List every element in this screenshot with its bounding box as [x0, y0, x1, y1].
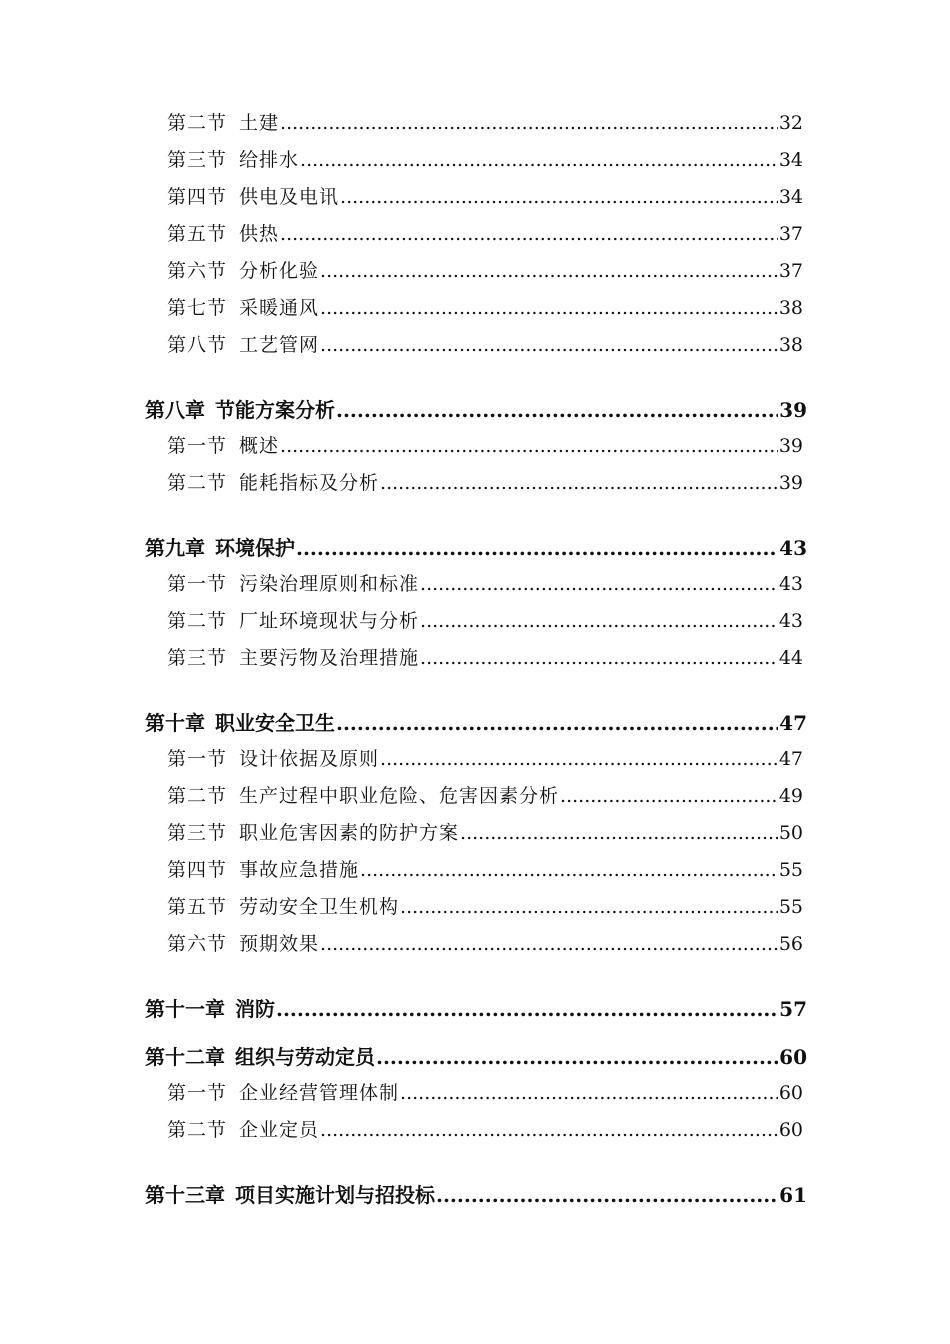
section-title: 污染治理原则和标准: [239, 573, 420, 595]
chapter-number: 第十三章: [145, 1183, 225, 1207]
dot-leader: [360, 852, 778, 889]
toc-section-entry[interactable]: [145, 741, 807, 778]
toc-chapter-entry[interactable]: [145, 530, 807, 566]
dot-leader: [420, 603, 778, 640]
dot-leader: [400, 889, 778, 926]
page-number: 61: [779, 1183, 807, 1207]
section-title: 预期效果: [239, 933, 320, 955]
page-number: 57: [779, 997, 807, 1021]
section-number: 第二节: [167, 785, 228, 807]
chapter-title: 环境保护: [215, 536, 295, 560]
dot-leader: [340, 179, 778, 216]
section-number: 第二节: [167, 472, 228, 494]
dot-leader: [320, 926, 778, 963]
table-of-contents: [145, 105, 807, 1213]
dot-leader: [420, 566, 778, 603]
dot-leader: [376, 1039, 778, 1075]
page-number: 34: [778, 149, 803, 171]
toc-section-entry[interactable]: [145, 428, 807, 465]
section-title: 能耗指标及分析: [239, 472, 380, 494]
section-title: 采暖通风: [239, 297, 320, 319]
page-number: 60: [778, 1119, 803, 1141]
page-number: 37: [778, 260, 803, 282]
dot-leader: [380, 741, 778, 778]
dot-leader: [280, 105, 778, 142]
page-number: 39: [778, 472, 803, 494]
page-number: 50: [778, 822, 803, 844]
section-title: 企业定员: [239, 1119, 320, 1141]
section-number: 第四节: [167, 859, 228, 881]
section-title: 工艺管网: [239, 334, 320, 356]
section-title: 给排水: [239, 149, 300, 171]
dot-leader: [400, 1075, 778, 1112]
section-title: 供电及电讯: [239, 186, 340, 208]
page-number: 56: [778, 933, 803, 955]
section-number: 第七节: [167, 297, 228, 319]
toc-chapter-entry[interactable]: [145, 1177, 807, 1213]
page-number: 38: [778, 297, 803, 319]
section-number: 第一节: [167, 573, 228, 595]
section-title: 劳动安全卫生机构: [239, 896, 400, 918]
dot-leader: [560, 778, 778, 815]
toc-section-entry[interactable]: [145, 926, 807, 963]
chapter-number: 第十章: [145, 711, 205, 735]
section-title: 概述: [239, 435, 280, 457]
toc-section-entry[interactable]: [145, 105, 807, 142]
page-number: 49: [778, 785, 803, 807]
chapter-title: 职业安全卫生: [215, 711, 335, 735]
toc-section-entry[interactable]: [145, 603, 807, 640]
section-title: 生产过程中职业危险、危害因素分析: [239, 785, 560, 807]
chapter-title: 消防: [235, 997, 275, 1021]
toc-section-entry[interactable]: [145, 640, 807, 677]
dot-leader: [320, 327, 778, 364]
toc-section-entry[interactable]: [145, 216, 807, 253]
toc-section-entry[interactable]: [145, 1112, 807, 1149]
page-number: 43: [778, 573, 803, 595]
toc-section-entry[interactable]: [145, 179, 807, 216]
dot-leader: [276, 991, 778, 1027]
chapter-number: 第十二章: [145, 1045, 225, 1069]
dot-leader: [336, 392, 778, 428]
dot-leader: [436, 1177, 778, 1213]
toc-section-entry[interactable]: [145, 142, 807, 179]
section-number: 第六节: [167, 933, 228, 955]
section-number: 第二节: [167, 1119, 228, 1141]
dot-leader: [296, 530, 778, 566]
toc-section-entry[interactable]: [145, 889, 807, 926]
dot-leader: [280, 428, 778, 465]
chapter-title: 节能方案分析: [215, 398, 335, 422]
dot-leader: [280, 216, 778, 253]
page-number: 39: [778, 435, 803, 457]
section-number: 第一节: [167, 748, 228, 770]
page-number: 39: [779, 398, 807, 422]
dot-leader: [300, 142, 778, 179]
toc-section-entry[interactable]: [145, 1075, 807, 1112]
section-title: 主要污物及治理措施: [239, 647, 420, 669]
toc-section-entry[interactable]: [145, 327, 807, 364]
toc-chapter-entry[interactable]: [145, 392, 807, 428]
section-title: 事故应急措施: [239, 859, 360, 881]
chapter-title: 项目实施计划与招投标: [235, 1183, 435, 1207]
section-number: 第四节: [167, 186, 228, 208]
dot-leader: [420, 640, 778, 677]
toc-chapter-entry[interactable]: [145, 1039, 807, 1075]
dot-leader: [380, 465, 778, 502]
page-number: 43: [779, 536, 807, 560]
toc-section-entry[interactable]: [145, 778, 807, 815]
page-number: 38: [778, 334, 803, 356]
toc-section-entry[interactable]: [145, 290, 807, 327]
toc-section-entry[interactable]: [145, 815, 807, 852]
toc-section-entry[interactable]: [145, 566, 807, 603]
toc-section-entry[interactable]: [145, 465, 807, 502]
chapter-number: 第十一章: [145, 997, 225, 1021]
toc-chapter-entry[interactable]: [145, 705, 807, 741]
page-number: 47: [778, 748, 803, 770]
dot-leader: [320, 290, 778, 327]
section-number: 第六节: [167, 260, 228, 282]
section-title: 设计依据及原则: [239, 748, 380, 770]
dot-leader: [320, 1112, 778, 1149]
chapter-number: 第八章: [145, 398, 205, 422]
toc-section-entry[interactable]: [145, 852, 807, 889]
page-number: 37: [778, 223, 803, 245]
page-number: 43: [778, 610, 803, 632]
page-number: 32: [778, 112, 803, 134]
page-number: 44: [778, 647, 803, 669]
section-number: 第五节: [167, 896, 228, 918]
page-number: 34: [778, 186, 803, 208]
section-title: 土建: [239, 112, 280, 134]
page-number: 55: [778, 896, 803, 918]
section-number: 第三节: [167, 822, 228, 844]
section-number: 第一节: [167, 435, 228, 457]
page-number: 60: [779, 1045, 807, 1069]
page-number: 55: [778, 859, 803, 881]
section-number: 第八节: [167, 334, 228, 356]
page-number: 60: [778, 1082, 803, 1104]
section-title: 厂址环境现状与分析: [239, 610, 420, 632]
section-title: 供热: [239, 223, 280, 245]
section-title: 企业经营管理体制: [239, 1082, 400, 1104]
dot-leader: [320, 253, 778, 290]
chapter-number: 第九章: [145, 536, 205, 560]
section-number: 第二节: [167, 112, 228, 134]
section-title: 职业危害因素的防护方案: [239, 822, 460, 844]
page-number: 47: [779, 711, 807, 735]
section-number: 第一节: [167, 1082, 228, 1104]
section-number: 第三节: [167, 647, 228, 669]
section-number: 第二节: [167, 610, 228, 632]
dot-leader: [460, 815, 778, 852]
section-number: 第五节: [167, 223, 228, 245]
dot-leader: [336, 705, 778, 741]
section-title: 分析化验: [239, 260, 320, 282]
chapter-title: 组织与劳动定员: [235, 1045, 375, 1069]
toc-chapter-entry[interactable]: [145, 991, 807, 1027]
section-number: 第三节: [167, 149, 228, 171]
toc-section-entry[interactable]: [145, 253, 807, 290]
